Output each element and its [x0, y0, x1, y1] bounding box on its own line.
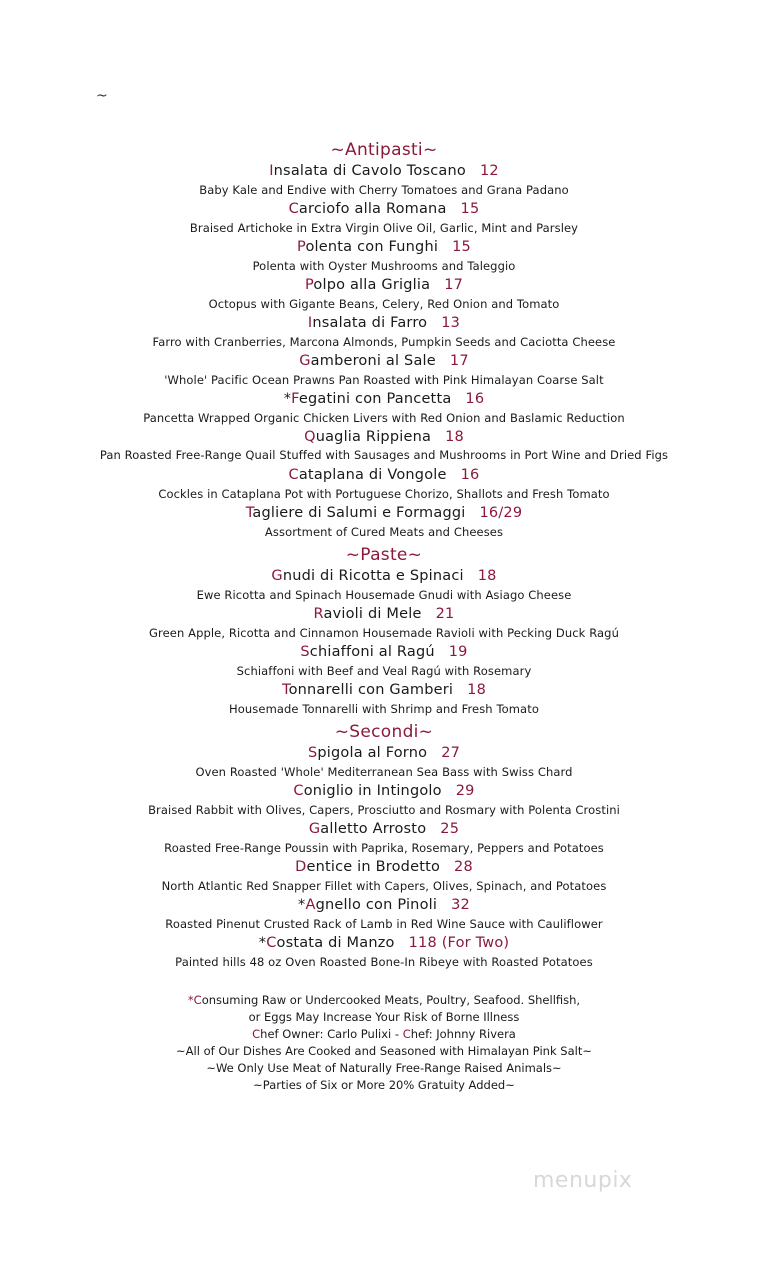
- item-description: Pan Roasted Free-Range Quail Stuffed with Sausages and Mushrooms in Port Wine and Dried Figs: [99, 448, 669, 462]
- section-title: ~Antipasti~: [330, 140, 438, 160]
- menu-item: [0, 238, 768, 276]
- chef-line: [0, 1026, 768, 1043]
- item-heading: [0, 390, 768, 409]
- menu-item: [0, 466, 768, 504]
- section-title: ~Paste~: [345, 545, 423, 565]
- asterisk-mark: *: [258, 935, 267, 951]
- top-tilde-mark: ~: [96, 88, 108, 104]
- item-description: Polenta with Oyster Mushrooms and Taleggio: [252, 259, 516, 273]
- menu-item: [0, 276, 768, 314]
- item-name: pigola al Forno: [317, 745, 428, 761]
- note-initial: C: [252, 1027, 261, 1041]
- item-description: Baby Kale and Endive with Cherry Tomatoes and Grana Padano: [199, 183, 569, 197]
- item-description: Farro with Cranberries, Marcona Almonds, Pumpkin Seeds and Caciotta Cheese: [152, 335, 616, 349]
- item-price: 21: [435, 606, 455, 622]
- item-price: 32: [451, 897, 470, 913]
- item-price: 18: [445, 429, 464, 445]
- item-name: amberoni al Sale: [310, 353, 436, 369]
- item-heading: [0, 820, 768, 839]
- note-line: [0, 992, 768, 1009]
- item-heading: [0, 681, 768, 700]
- item-name: egatini con Pancetta: [298, 391, 452, 407]
- menu-item: [0, 390, 768, 428]
- item-price: 15: [460, 201, 480, 217]
- item-price: 16: [465, 391, 485, 407]
- item-initial: P: [304, 277, 314, 293]
- item-heading: [0, 504, 768, 523]
- menu-item: [0, 681, 768, 719]
- asterisk-mark: *: [283, 391, 292, 407]
- item-description: Roasted Pinenut Crusted Rack of Lamb in Red Wine Sauce with Cauliflower: [165, 917, 603, 931]
- item-name: arciofo alla Romana: [298, 201, 447, 217]
- item-price: 28: [454, 859, 473, 875]
- note-text: hef: Johnny Rivera: [410, 1027, 516, 1041]
- item-heading: [0, 643, 768, 662]
- item-initial: A: [305, 897, 316, 913]
- item-description: Green Apple, Ricotta and Cinnamon Housemade Ravioli with Pecking Duck Ragú: [149, 626, 619, 640]
- menu-item: [0, 352, 768, 390]
- item-description: Cockles in Cataplana Pot with Portuguese Chorizo, Shallots and Fresh Tomato: [158, 487, 610, 501]
- item-heading: [0, 567, 768, 586]
- item-name: avioli di Mele: [323, 606, 422, 622]
- item-price: 29: [455, 783, 475, 799]
- item-heading: [0, 858, 768, 877]
- item-name: oniglio in Intingolo: [303, 783, 442, 799]
- item-description: Ewe Ricotta and Spinach Housemade Gnudi with Asiago Cheese: [196, 588, 572, 602]
- item-name: alletto Arrosto: [320, 821, 427, 837]
- item-price: 12: [479, 163, 499, 179]
- asterisk-mark: *: [298, 897, 306, 913]
- section-secondi: [0, 721, 768, 972]
- item-heading: [0, 428, 768, 447]
- item-description: Schiaffoni with Beef and Veal Ragú with Rosemary: [236, 664, 532, 678]
- item-initial: C: [266, 935, 277, 951]
- item-heading: [0, 276, 768, 295]
- item-description: North Atlantic Red Snapper Fillet with Capers, Olives, Spinach, and Potatoes: [161, 879, 607, 893]
- item-name: onnarelli con Gamberi: [288, 682, 454, 698]
- item-initial: F: [291, 391, 299, 407]
- section-antipasti: [0, 139, 768, 542]
- section-paste: [0, 544, 768, 719]
- menu-item: [0, 934, 768, 972]
- item-price: 27: [441, 745, 461, 761]
- item-description: Assortment of Cured Meats and Cheeses: [264, 525, 504, 539]
- section-items: [0, 162, 768, 542]
- item-heading: [0, 466, 768, 485]
- item-initial: Q: [304, 429, 316, 445]
- item-heading: [0, 352, 768, 371]
- item-name: uaglia Rippiena: [315, 429, 432, 445]
- menu-item: [0, 428, 768, 466]
- item-initial: I: [307, 315, 313, 331]
- section-items: [0, 567, 768, 719]
- item-name: ostata di Manzo: [276, 935, 395, 951]
- item-heading: [0, 162, 768, 181]
- menu-item: [0, 896, 768, 934]
- item-description: 'Whole' Pacific Ocean Prawns Pan Roasted with Pink Himalayan Coarse Salt: [164, 373, 604, 387]
- item-heading: [0, 605, 768, 624]
- menu-item: [0, 744, 768, 782]
- item-price: 18: [467, 682, 487, 698]
- note-text: hef Owner: Carlo Pulixi -: [260, 1027, 403, 1041]
- section-title: ~Secondi~: [334, 722, 434, 742]
- item-description: Oven Roasted 'Whole' Mediterranean Sea Bass with Swiss Chard: [195, 765, 573, 779]
- menu-item: [0, 567, 768, 605]
- item-initial: G: [299, 353, 311, 369]
- item-initial: T: [245, 505, 253, 521]
- item-heading: [0, 896, 768, 915]
- item-description: Octopus with Gigante Beans, Celery, Red Onion and Tomato: [208, 297, 560, 311]
- item-price: 17: [444, 277, 464, 293]
- item-name: ataplana di Vongole: [298, 467, 447, 483]
- item-initial: C: [288, 201, 299, 217]
- item-description: Pancetta Wrapped Organic Chicken Livers with Red Onion and Baslamic Reduction: [143, 411, 625, 425]
- item-name: agliere di Salumi e Formaggi: [252, 505, 466, 521]
- item-name: nudi di Ricotta e Spinaci: [282, 568, 464, 584]
- item-initial: R: [313, 606, 324, 622]
- item-initial: G: [271, 568, 283, 584]
- item-heading: [0, 314, 768, 333]
- item-description: Roasted Free-Range Poussin with Paprika, Rosemary, Peppers and Potatoes: [164, 841, 604, 855]
- note-line: ~We Only Use Meat of Naturally Free-Range Raised Animals~: [206, 1061, 562, 1075]
- menu-body: [0, 137, 768, 1094]
- note-text: onsuming Raw or Undercooked Meats, Poultry, Seafood. Shellfish,: [201, 993, 581, 1007]
- menu-item: [0, 858, 768, 896]
- item-name: olpo alla Griglia: [313, 277, 431, 293]
- menu-item: [0, 605, 768, 643]
- menu-item: [0, 200, 768, 238]
- item-initial: S: [307, 745, 318, 761]
- item-name: olenta con Funghi: [305, 239, 439, 255]
- item-description: Braised Artichoke in Extra Virgin Olive Oil, Garlic, Mint and Parsley: [189, 221, 579, 235]
- item-description: Braised Rabbit with Olives, Capers, Prosciutto and Rosmary with Polenta Crostini: [148, 803, 620, 817]
- menu-item: [0, 504, 768, 542]
- item-price: 118 (For Two): [408, 935, 510, 951]
- item-initial: P: [297, 239, 306, 255]
- item-initial: I: [269, 163, 274, 179]
- item-price: 18: [477, 568, 497, 584]
- item-price: 13: [441, 315, 461, 331]
- item-name: gnello con Pinoli: [315, 897, 438, 913]
- menu-notes: [0, 992, 768, 1094]
- item-name: chiaffoni al Ragú: [309, 644, 435, 660]
- item-price: 19: [448, 644, 468, 660]
- item-price: 16/29: [479, 505, 523, 521]
- item-heading: [0, 934, 768, 953]
- menu-item: [0, 643, 768, 681]
- note-initial: C: [402, 1027, 411, 1041]
- item-heading: [0, 782, 768, 801]
- item-price: 15: [452, 239, 471, 255]
- note-line: ~Parties of Six or More 20% Gratuity Added~: [253, 1078, 515, 1092]
- menu-item: [0, 820, 768, 858]
- item-heading: [0, 238, 768, 257]
- note-line: ~All of Our Dishes Are Cooked and Seasoned with Himalayan Pink Salt~: [176, 1044, 592, 1058]
- item-description: Housemade Tonnarelli with Shrimp and Fresh Tomato: [229, 702, 539, 716]
- menupix-watermark: menupix: [533, 1168, 633, 1193]
- item-description: Painted hills 48 oz Oven Roasted Bone-In Ribeye with Roasted Potatoes: [175, 955, 593, 969]
- item-initial: S: [300, 644, 310, 660]
- item-initial: D: [295, 859, 307, 875]
- item-name: entice in Brodetto: [306, 859, 441, 875]
- item-initial: C: [288, 467, 299, 483]
- note-initial: C: [193, 993, 202, 1007]
- note-line: or Eggs May Increase Your Risk of Borne Illness: [248, 1010, 520, 1024]
- item-price: 16: [460, 467, 480, 483]
- item-heading: [0, 200, 768, 219]
- item-initial: T: [281, 682, 289, 698]
- section-items: [0, 744, 768, 972]
- menu-item: [0, 782, 768, 820]
- item-initial: G: [308, 821, 321, 837]
- asterisk-mark: *: [187, 993, 194, 1007]
- item-heading: [0, 744, 768, 763]
- menu-item: [0, 162, 768, 200]
- menu-item: [0, 314, 768, 352]
- item-price: 25: [440, 821, 460, 837]
- item-name: nsalata di Cavolo Toscano: [273, 163, 466, 179]
- item-initial: C: [293, 783, 304, 799]
- item-name: nsalata di Farro: [312, 315, 428, 331]
- item-price: 17: [449, 353, 469, 369]
